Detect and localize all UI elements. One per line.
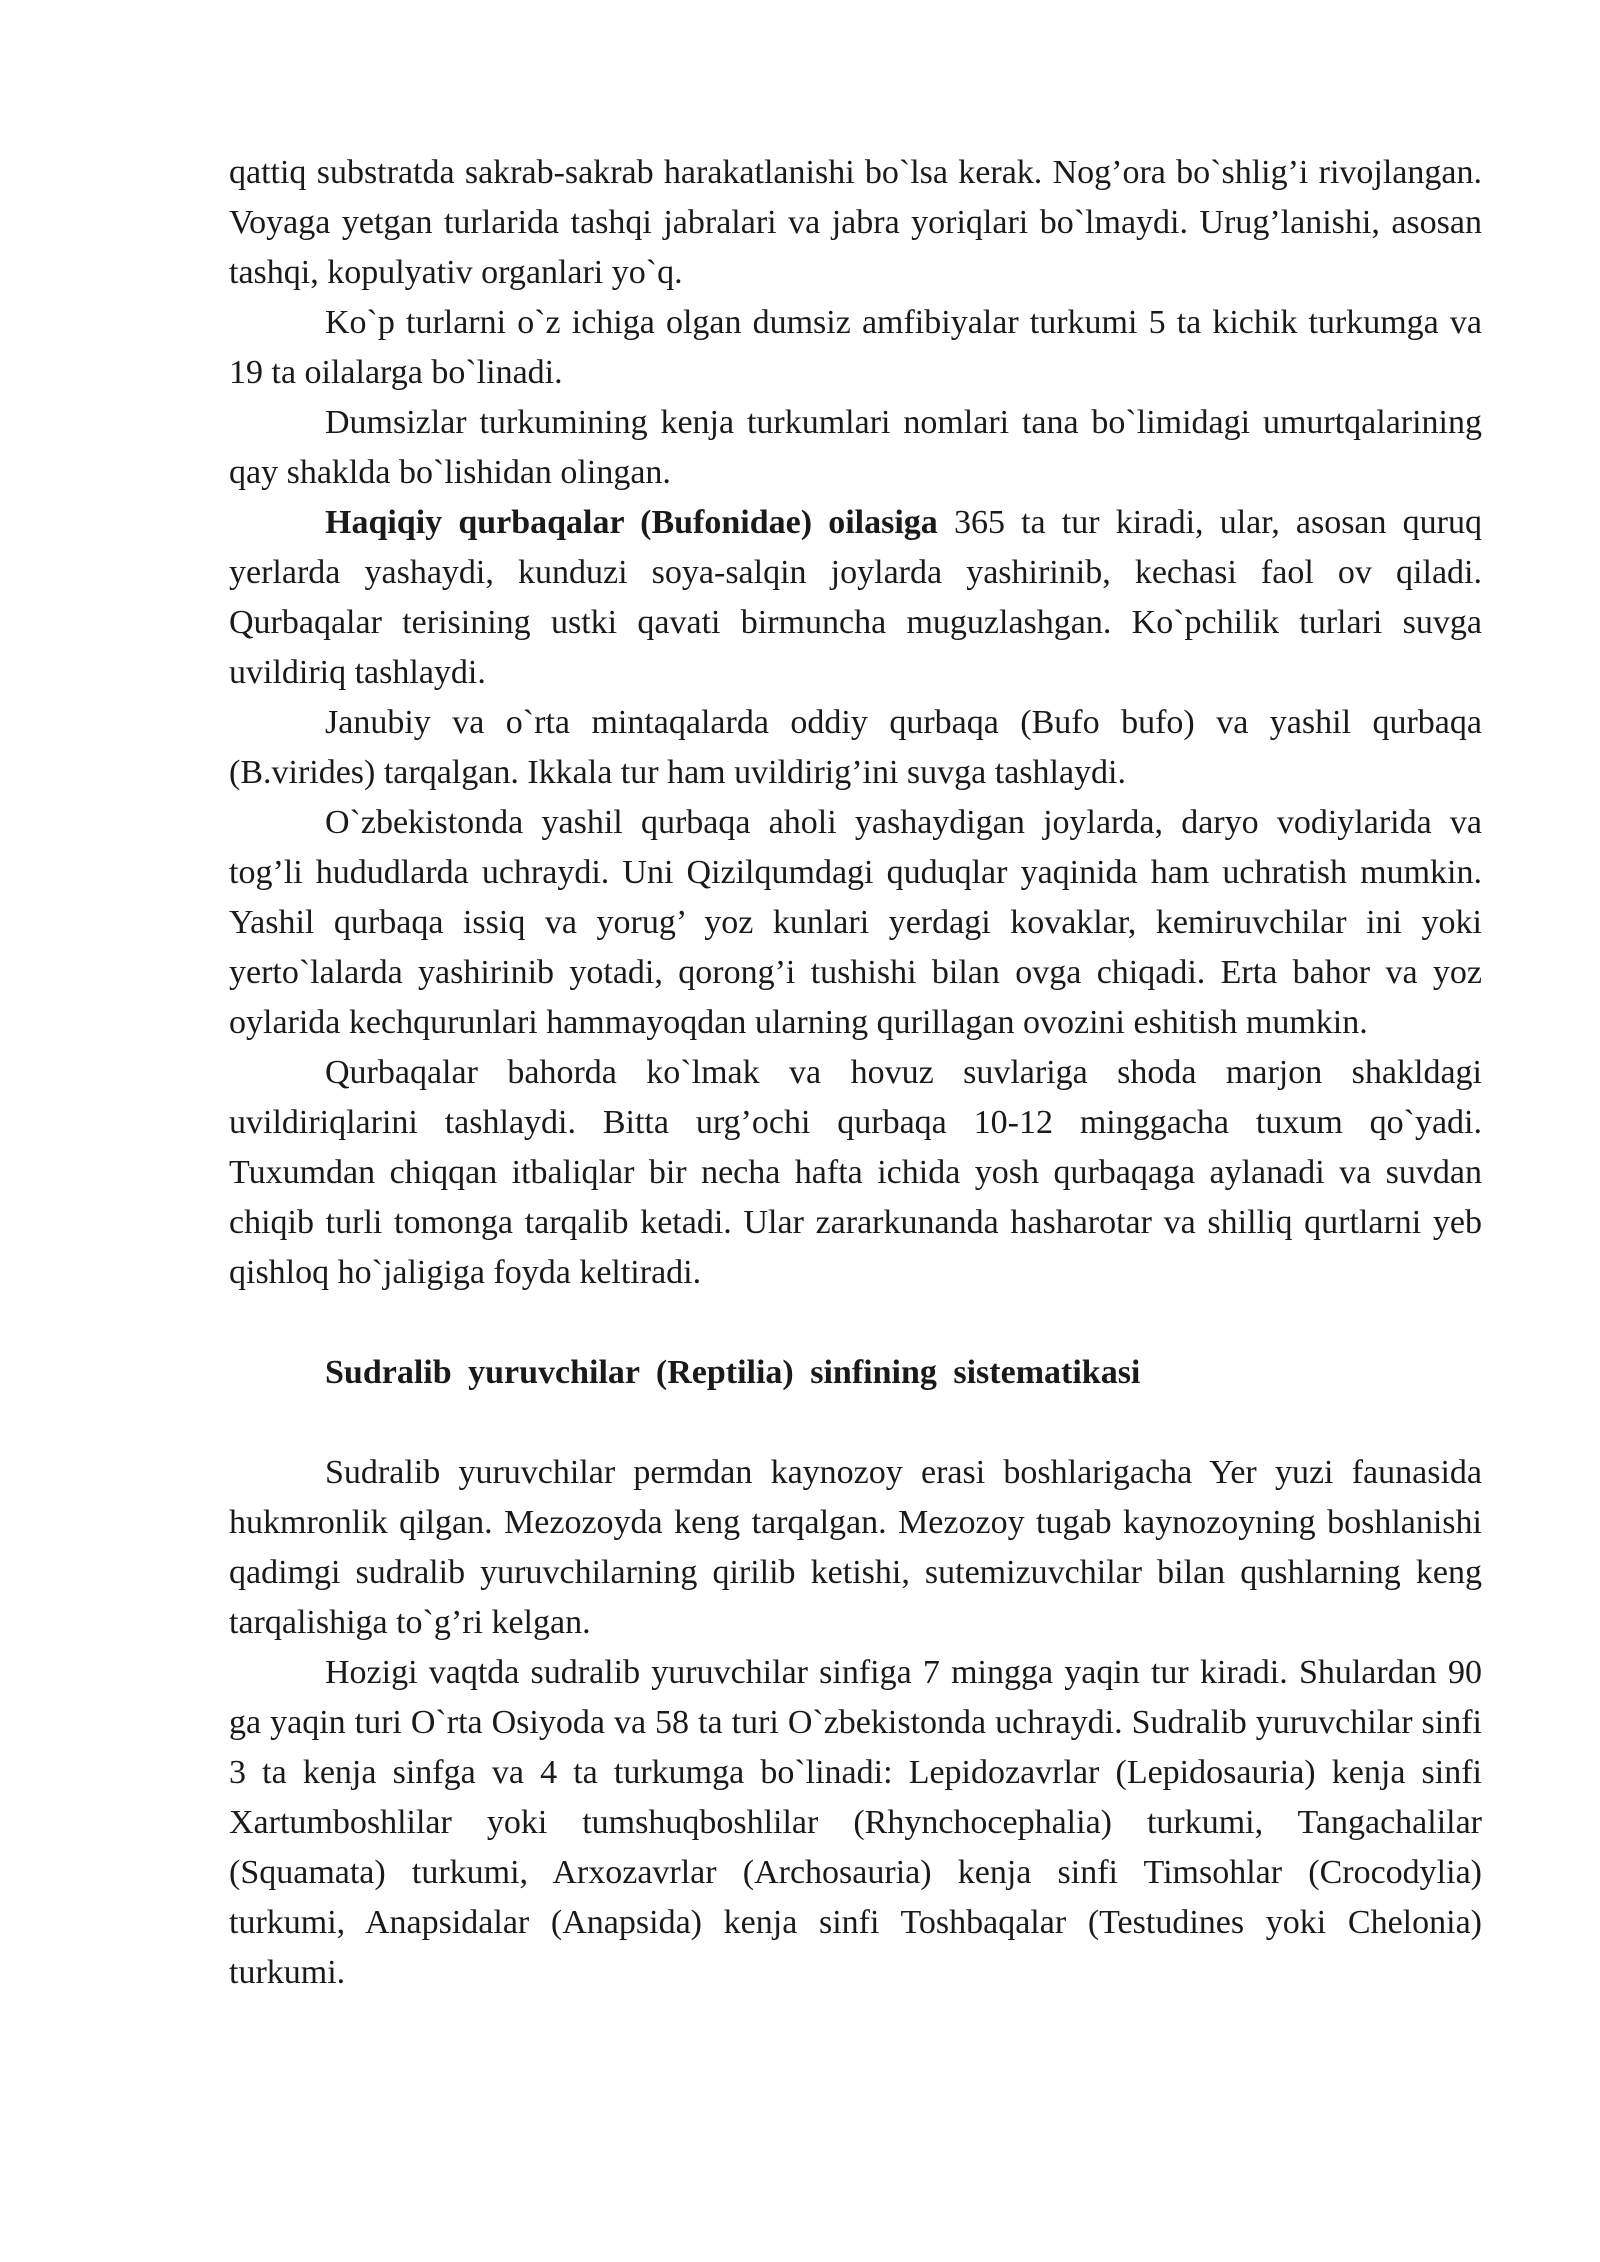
paragraph-5: Janubiy va o`rta mintaqalarda oddiy qurbaqa (Bufo bufo) va yashil qurbaqa (B.virides) tarqalgan. Ikkala tur ham uvildirig’ini suvga tashlaydi.	[229, 704, 1482, 791]
paragraph-2: Ko`p turlarni o`z ichiga olgan dumsiz amfibiyalar turkumi 5 ta kichik turkumga va 19 ta oilalarga bo`linadi.	[229, 304, 1482, 391]
section-heading: Sudralib yuruvchilar (Reptilia) sinfining sistematikasi	[325, 1354, 1141, 1391]
paragraph-4	[229, 498, 1482, 698]
paragraph-6: O`zbekistonda yashil qurbaqa aholi yashaydigan joylarda, daryo vodiylarida va tog’li hududlarda uchraydi. Uni Qizilqumdagi quduqlar yaqinida ham uchratish mumkin. Yashil qurbaqa issiq va yorug’ yoz kunlari yerdagi kovaklar, kemiruvchilar ini yoki yerto`lalarda yashirinib yotadi, qorong’i tushishi bilan ovga chiqadi. Erta bahor va yoz oylarida kechqurunlari hammayoqdan ularning qurillagan ovozini eshitish mumkin.	[229, 804, 1482, 1041]
family-name-bold: Haqiqiy qurbaqalar (Bufonidae) oilasiga	[325, 504, 938, 541]
paragraph-9: Hozigi vaqtda sudralib yuruvchilar sinfiga 7 mingga yaqin tur kiradi. Shulardan 90 ga yaqin turi O`rta Osiyoda va 58 ta turi O`zbekistonda uchraydi. Sudralib yuruvchilar sinfi 3 ta kenja sinfga va 4 ta turkumga bo`linadi: Lepidozavrlar (Lepidosauria) kenja sinfi Xartumboshlilar yoki tumshuqboshlilar (Rhynchocephalia) turkumi, Tangachalilar (Squamata) turkumi, Arxozavrlar (Archosauria) kenja sinfi Timsohlar (Crocodylia) turkumi, Anapsidalar (Anapsida) kenja sinfi Toshbaqalar (Testudines yoki Chelonia) turkumi.	[229, 1654, 1482, 1991]
paragraph-8: Sudralib yuruvchilar permdan kaynozoy erasi boshlarigacha Yer yuzi faunasida hukmronlik qilgan. Mezozoyda keng tarqalgan. Mezozoy tugab kaynozoyning boshlanishi qadimgi sudralib yuruvchilarning qirilib ketishi, sutemizuvchilar bilan qushlarning keng tarqalishiga to`g’ri kelgan.	[229, 1454, 1482, 1641]
document-body	[229, 148, 1482, 1998]
paragraph-7: Qurbaqalar bahorda ko`lmak va hovuz suvlariga shoda marjon shakldagi uvildiriqlarini tashlaydi. Bitta urg’ochi qurbaqa 10-12 minggacha tuxum qo`yadi. Tuxumdan chiqqan itbaliqlar bir necha hafta ichida yosh qurbaqaga aylanadi va suvdan chiqib turli tomonga tarqalib ketadi. Ular zararkunanda hasharotar va shilliq qurtlarni yeb qishloq ho`jaligiga foyda keltiradi.	[229, 1054, 1482, 1291]
paragraph-3: Dumsizlar turkumining kenja turkumlari nomlari tana bo`limidagi umurtqalarining qay shaklda bo`lishidan olingan.	[229, 404, 1482, 491]
paragraph-1: qattiq substratda sakrab-sakrab harakatlanishi bo`lsa kerak. Nog’ora bo`shlig’i rivojlangan. Voyaga yetgan turlarida tashqi jabralari va jabra yoriqlari bo`lmaydi. Urug’lanishi, asosan tashqi, kopulyativ organlari yo`q.	[229, 154, 1482, 291]
paragraph-4-text: 365 ta tur kiradi, ular, asosan quruq yerlarda yashaydi, kunduzi soya-salqin joylarda yashirinib, kechasi faol ov qiladi. Qurbaqalar terisining ustki qavati birmuncha muguzlashgan. Ko`pchilik turlari suvga uvildiriq tashlaydi.	[229, 504, 1482, 691]
